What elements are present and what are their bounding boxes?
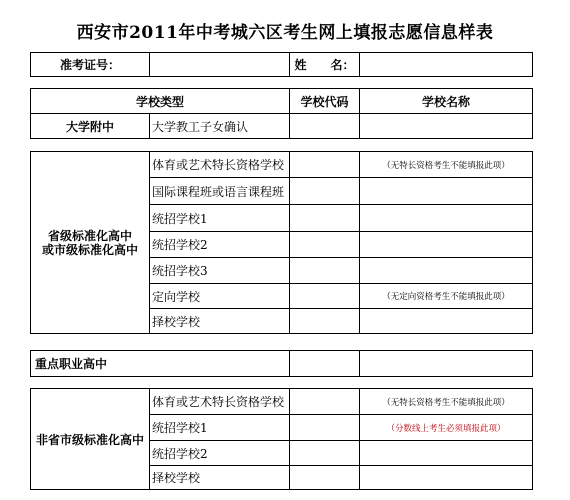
provincial-item: 定向学校 (150, 284, 290, 309)
column-header-name: 学校名称 (360, 89, 533, 114)
name-label: 姓 名： (290, 53, 360, 77)
provincial-note (360, 178, 533, 205)
non-provincial-table (30, 388, 533, 490)
header-table (30, 52, 533, 77)
provincial-table (30, 151, 533, 334)
provincial-item: 统招学校1 (150, 205, 290, 232)
column-header-table (30, 88, 533, 139)
non-provincial-item: 统招学校1 (150, 415, 290, 441)
non-provincial-note (360, 441, 533, 466)
non-provincial-note: （无特长资格考生不能填报此项） (360, 389, 533, 415)
non-provincial-code-field[interactable] (290, 466, 360, 490)
provincial-code-field[interactable] (290, 152, 360, 178)
provincial-code-field[interactable] (290, 309, 360, 334)
provincial-label-line1: 省级标准化高中 (47, 228, 132, 243)
provincial-note: （无定向资格考生不能填报此项） (360, 284, 533, 309)
non-provincial-code-field[interactable] (290, 415, 360, 441)
form-title: 西安市2011年中考城六区考生网上填报志愿信息样表 (76, 23, 494, 43)
provincial-item: 统招学校3 (150, 258, 290, 284)
column-header-type: 学校类型 (31, 89, 290, 114)
non-provincial-item: 体育或艺术特长资格学校 (150, 389, 290, 415)
vocational-name-field[interactable] (360, 351, 533, 377)
provincial-item: 统招学校2 (150, 232, 290, 258)
university-affiliated-label: 大学附中 (31, 114, 150, 139)
university-affiliated-name-field[interactable] (360, 114, 533, 139)
university-affiliated-item: 大学教工子女确认 (150, 114, 290, 139)
provincial-item: 体育或艺术特长资格学校 (150, 152, 290, 178)
name-field[interactable] (360, 53, 533, 77)
provincial-item: 国际课程班或语言课程班 (150, 178, 290, 205)
provincial-label-line2: 或市级标准化高中 (41, 242, 138, 257)
provincial-note: （无特长资格考生不能填报此项） (360, 152, 533, 178)
provincial-code-field[interactable] (290, 205, 360, 232)
provincial-code-field[interactable] (290, 258, 360, 284)
vocational-table (30, 350, 533, 377)
exam-id-label: 准考证号： (31, 53, 150, 77)
provincial-note (360, 258, 533, 284)
provincial-code-field[interactable] (290, 232, 360, 258)
vocational-label: 重点职业高中 (31, 351, 290, 377)
column-header-code: 学校代码 (290, 89, 360, 114)
non-provincial-note: （分数线上考生必须填报此项） (360, 415, 533, 441)
provincial-code-field[interactable] (290, 178, 360, 205)
vocational-code-field[interactable] (290, 351, 360, 377)
non-provincial-code-field[interactable] (290, 389, 360, 415)
non-provincial-note (360, 466, 533, 490)
non-provincial-code-field[interactable] (290, 441, 360, 466)
provincial-code-field[interactable] (290, 284, 360, 309)
non-provincial-item: 择校学校 (150, 466, 290, 490)
provincial-note (360, 232, 533, 258)
provincial-note (360, 205, 533, 232)
provincial-note (360, 309, 533, 334)
non-provincial-item: 统招学校2 (150, 441, 290, 466)
non-provincial-label: 非省市级标准化高中 (31, 389, 150, 490)
university-affiliated-code-field[interactable] (290, 114, 360, 139)
provincial-item: 择校学校 (150, 309, 290, 334)
exam-id-field[interactable] (150, 53, 290, 77)
provincial-label (31, 152, 150, 334)
